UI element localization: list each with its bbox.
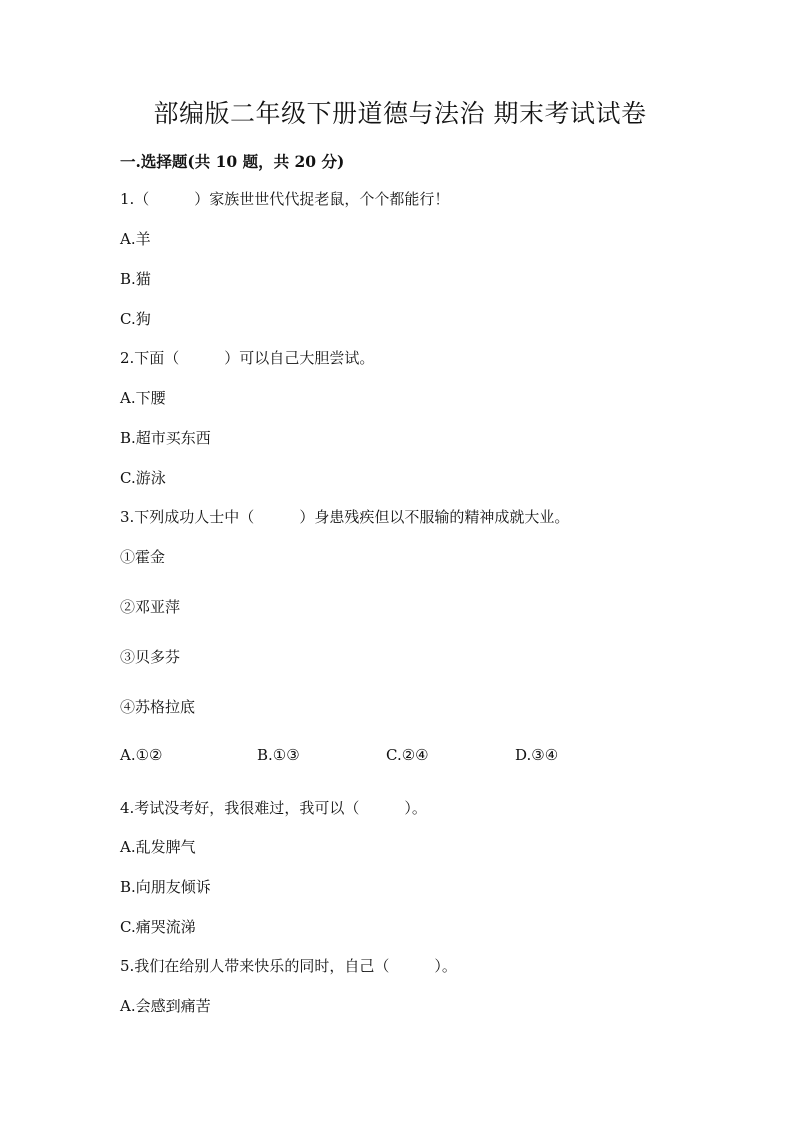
question-3-statement-3: ③贝多芬 [120,648,181,666]
question-4-option-c: C.痛哭流涕 [120,918,196,936]
question-3-statement-1: ①霍金 [120,548,166,566]
question-5-option-a: A.会感到痛苦 [120,997,211,1015]
question-1-stem: 1.（ ）家族世世代代捉老鼠，个个都能行！ [120,190,450,208]
question-4-option-a: A.乱发脾气 [120,838,196,856]
question-3-option-d: D.③④ [515,746,559,764]
exam-title: 部编版二年级下册道德与法治 期末考试试卷 [153,99,647,128]
question-3-option-b: B.①③ [257,746,300,764]
question-3-option-a: A.①② [120,746,163,764]
question-5-stem: 5.我们在给别人带来快乐的同时，自己（ ）。 [120,957,457,975]
question-2-option-b: B.超市买东西 [120,429,211,447]
question-3-statement-4: ④苏格拉底 [120,698,196,716]
question-2-stem: 2.下面（ ）可以自己大胆尝试。 [120,349,375,367]
question-1-option-c: C.狗 [120,310,151,328]
section-heading: 一.选择题(共 10 题，共 20 分) [120,152,345,171]
question-3-stem: 3.下列成功人士中（ ）身患残疾但以不服输的精神成就大业。 [120,508,570,526]
question-2-option-a: A.下腰 [120,389,166,407]
question-1-option-b: B.猫 [120,270,151,288]
question-3-option-c: C.②④ [386,746,429,764]
question-2-option-c: C.游泳 [120,469,166,487]
question-4-option-b: B.向朋友倾诉 [120,878,211,896]
question-3-statement-2: ②邓亚萍 [120,598,181,616]
question-1-option-a: A.羊 [120,230,151,248]
question-4-stem: 4.考试没考好，我很难过，我可以（ ）。 [120,799,427,817]
